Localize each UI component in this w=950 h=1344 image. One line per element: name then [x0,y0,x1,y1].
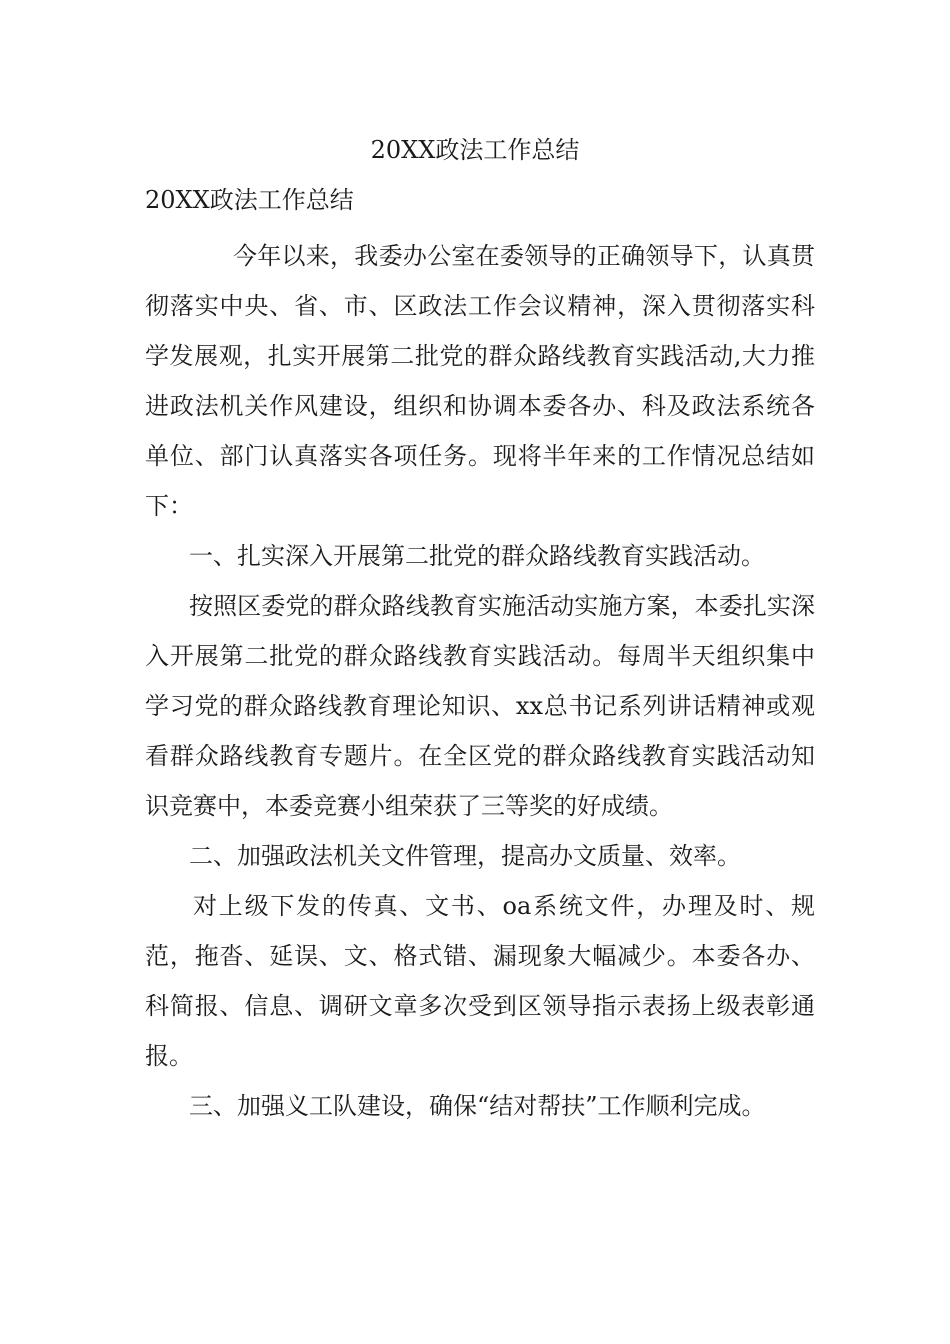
document-body [145,231,815,1131]
document-subtitle: 20XX政法工作总结 [145,186,354,214]
paragraph-intro: 今年以来，我委办公室在委领导的正确领导下，认真贯彻落实中央、省、市、区政法工作会议精神，深入贯彻落实科学发展观，扎实开展第二批党的群众路线教育实践活动,大力推进政法机关作风建设，组织和协调本委各办、科及政法系统各单位、部门认真落实各项任务。现将半年来的工作情况总结如下： [145,242,815,520]
paragraph-section-2: 对上级下发的传真、文书、oa系统文件，办理及时、规范，拖沓、延误、文、格式错、漏现象大幅减少。本委各办、科简报、信息、调研文章多次受到区领导指示表扬上级表彰通报。 [145,892,815,1070]
paragraph-section-1: 按照区委党的群众路线教育实施活动实施方案，本委扎实深入开展第二批党的群众路线教育实践活动。每周半天组织集中学习党的群众路线教育理论知识、xx总书记系列讲话精神或观看群众路线教育专题片。在全区党的群众路线教育实践活动知识竞赛中，本委竞赛小组荣获了三等奖的好成绩。 [145,592,815,820]
heading-section-2: 二、加强政法机关文件管理，提高办文质量、效率。 [189,842,741,870]
heading-section-3: 三、加强义工队建设，确保“结对帮扶”工作顺利完成。 [189,1092,766,1120]
heading-section-1: 一、扎实深入开展第二批党的群众路线教育实践活动。 [189,542,765,570]
document-title: 20XX政法工作总结 [370,136,580,164]
